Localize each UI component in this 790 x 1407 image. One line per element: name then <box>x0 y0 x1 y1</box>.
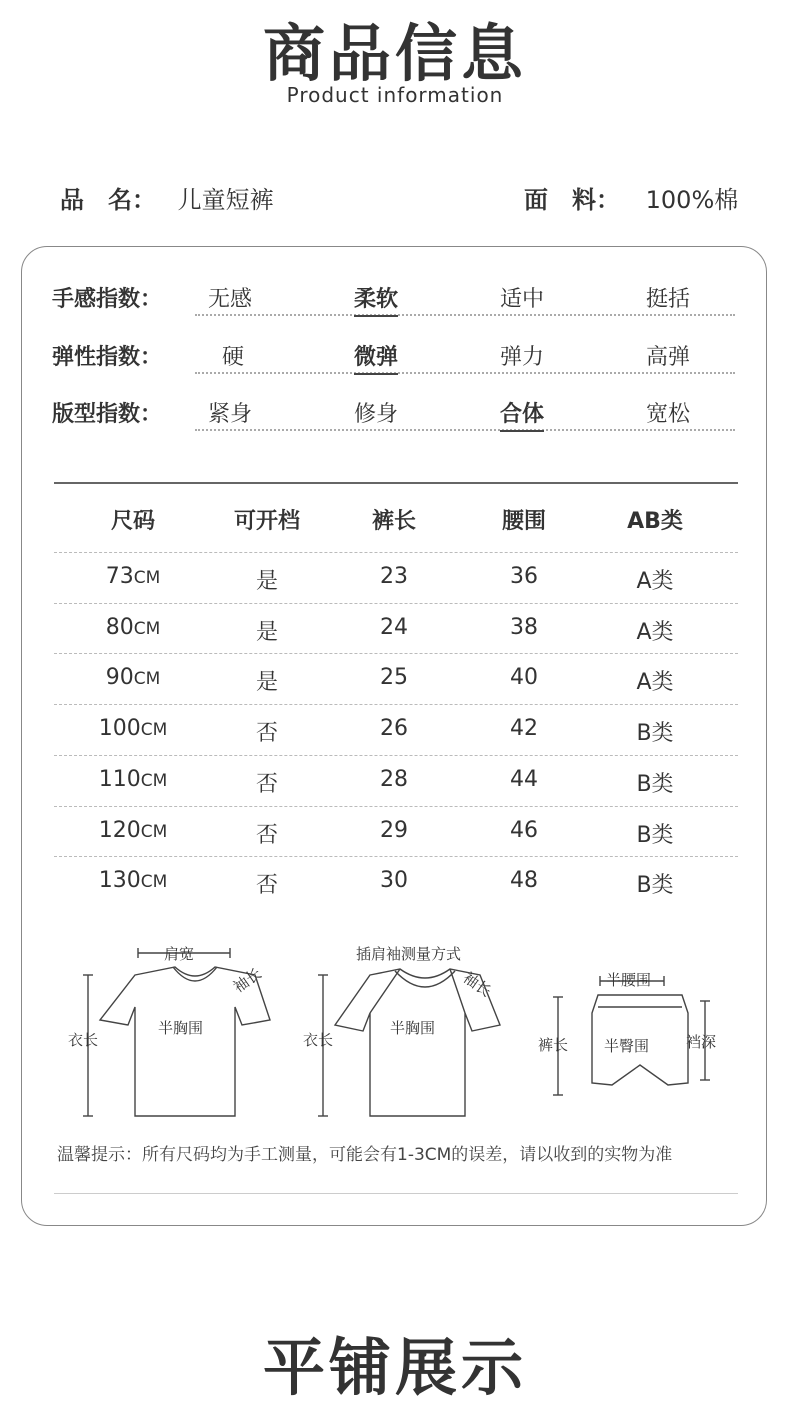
table-cell-value: B类 <box>636 771 674 797</box>
table-cell-value: 38 <box>510 614 538 640</box>
table-cell-value: 46 <box>510 817 538 843</box>
table-cell-value: 120 <box>98 817 141 843</box>
table-cell-value: 48 <box>510 868 538 894</box>
raglan-sleeve-label: 袖长 <box>459 968 495 1001</box>
table-cell-value: 100 <box>98 716 141 742</box>
table-cell-value: B类 <box>636 721 674 747</box>
index-dotted-line <box>195 429 735 431</box>
table-cell <box>595 818 715 849</box>
raglan-title: 插肩袖测量方式 <box>356 945 462 963</box>
index-option-selected: 合体 <box>500 397 544 432</box>
index-option: 硬 <box>222 345 245 370</box>
index-option: 高弹 <box>646 345 691 370</box>
table-cell-value: 否 <box>255 822 278 848</box>
index-option: 紧身 <box>208 402 253 427</box>
table-cell <box>334 615 454 640</box>
tshirt-chest-label: 半胸围 <box>158 1019 204 1037</box>
table-cell <box>595 767 715 798</box>
fabric-value: 100%棉 <box>645 186 739 214</box>
table-row-divider <box>54 552 738 553</box>
table-cell <box>73 716 193 741</box>
index-dotted-line <box>195 372 735 374</box>
table-cell-value: 90 <box>105 665 134 691</box>
tshirt-sleeve-label: 袖长 <box>229 964 265 997</box>
table-row-divider <box>54 653 738 654</box>
shorts-hip-label: 半臀围 <box>604 1037 650 1055</box>
measurement-tip: 温馨提示：所有尺码均为手工测量，可能会有1-3CM的误差，请以收到的实物为准 <box>57 1145 673 1165</box>
table-header-cell: 裤长 <box>371 509 416 534</box>
table-cell <box>595 665 715 696</box>
size-unit: CM <box>140 770 168 791</box>
product-name-value: 儿童短裤 <box>177 186 274 214</box>
table-cell <box>595 716 715 747</box>
page-title: 商品信息 <box>262 17 527 90</box>
table-cell-value: 30 <box>380 868 408 894</box>
shorts-rise-label: 裆深 <box>686 1033 717 1051</box>
index-label: 弹性指数： <box>52 345 163 370</box>
measurement-diagrams <box>60 935 740 1130</box>
tshirt-length-label: 衣长 <box>68 1031 99 1049</box>
table-cell <box>334 767 454 792</box>
table-cell-value: 是 <box>255 670 278 696</box>
table-cell <box>73 818 193 843</box>
table-cell-value: 36 <box>510 564 538 589</box>
table-cell <box>73 615 193 640</box>
table-cell-value: B类 <box>636 873 674 899</box>
index-label: 版型指数： <box>52 402 163 427</box>
table-cell-value: 28 <box>380 766 408 792</box>
table-cell <box>334 868 454 893</box>
table-cell-value: 110 <box>98 766 141 792</box>
table-header-cell: 可开档 <box>233 509 300 534</box>
index-option-selected: 柔软 <box>354 282 398 317</box>
index-option: 宽松 <box>646 402 691 427</box>
tshirt-collar <box>173 967 217 981</box>
table-cell <box>207 818 327 849</box>
table-cell-value: 42 <box>510 716 538 742</box>
index-option: 挺括 <box>646 287 691 312</box>
table-row-divider <box>54 806 738 807</box>
fabric-label: 面 料： <box>524 186 620 214</box>
table-row-divider <box>54 856 738 857</box>
shorts-length-label: 裤长 <box>538 1036 569 1054</box>
table-header-cell: AB类 <box>627 509 683 534</box>
table-cell <box>73 767 193 792</box>
table-cell <box>464 767 584 792</box>
table-cell-value: B类 <box>636 822 674 848</box>
table-cell-value: 否 <box>255 873 278 899</box>
size-unit: CM <box>140 720 168 741</box>
table-cell-value: 25 <box>380 665 408 691</box>
card-divider <box>54 1193 738 1194</box>
next-section-title: 平铺展示 <box>262 1331 527 1404</box>
table-cell <box>207 615 327 646</box>
table-cell-value: 是 <box>255 619 278 645</box>
index-dotted-line <box>195 314 735 316</box>
table-cell <box>207 716 327 747</box>
table-cell <box>464 716 584 741</box>
table-cell-value: 23 <box>380 564 408 589</box>
raglan-chest-label: 半胸围 <box>390 1019 436 1037</box>
table-cell <box>464 615 584 640</box>
tshirt-shoulder-label: 肩宽 <box>164 945 195 963</box>
table-cell <box>207 564 327 595</box>
table-cell-value: A类 <box>636 569 674 594</box>
table-row-divider <box>54 603 738 604</box>
table-cell-value: 44 <box>510 766 538 792</box>
table-cell-value: 80 <box>105 614 134 640</box>
table-cell <box>73 868 193 893</box>
product-name <box>60 180 274 215</box>
table-cell <box>334 818 454 843</box>
product-fabric <box>524 180 738 215</box>
table-cell <box>464 564 584 589</box>
table-cell <box>334 665 454 690</box>
size-unit: CM <box>140 872 168 893</box>
raglan-length-label: 衣长 <box>303 1031 334 1049</box>
table-row-divider <box>54 755 738 756</box>
table-cell-value: 24 <box>380 614 408 640</box>
table-cell-value: 是 <box>255 569 278 594</box>
table-row-divider <box>54 704 738 705</box>
table-cell <box>464 665 584 690</box>
table-cell <box>334 716 454 741</box>
table-cell <box>207 665 327 696</box>
table-cell <box>464 868 584 893</box>
table-cell <box>464 818 584 843</box>
size-unit: CM <box>140 821 168 842</box>
index-label: 手感指数： <box>52 287 163 312</box>
table-cell-value: 40 <box>510 665 538 691</box>
table-header-cell: 腰围 <box>501 509 546 534</box>
table-cell <box>73 665 193 690</box>
table-header-cell: 尺码 <box>110 509 155 534</box>
index-option: 修身 <box>354 402 399 427</box>
table-top-border <box>54 482 738 484</box>
table-cell-value: 否 <box>255 721 278 747</box>
index-option-selected: 微弹 <box>354 340 398 375</box>
index-option: 适中 <box>500 287 545 312</box>
table-cell <box>595 615 715 646</box>
index-option: 无感 <box>208 287 253 312</box>
size-unit: CM <box>133 669 161 690</box>
table-cell-value: A类 <box>636 670 674 696</box>
size-unit: CM <box>133 618 161 639</box>
shorts-waist-label: 半腰围 <box>606 971 652 989</box>
product-name-label: 品 名： <box>60 186 156 214</box>
index-option: 弹力 <box>500 345 545 370</box>
size-unit: CM <box>133 568 161 588</box>
table-cell-value: A类 <box>636 619 674 645</box>
table-cell-value: 130 <box>98 868 141 894</box>
table-cell <box>73 564 193 589</box>
table-cell <box>334 564 454 589</box>
page-subtitle: Product information <box>286 83 504 107</box>
table-cell-value: 29 <box>380 817 408 843</box>
table-cell <box>595 868 715 899</box>
table-cell-value: 26 <box>380 716 408 742</box>
table-cell <box>595 564 715 595</box>
table-cell <box>207 767 327 798</box>
table-cell-value: 73 <box>105 564 134 589</box>
table-cell-value: 否 <box>255 771 278 797</box>
table-cell <box>207 868 327 899</box>
